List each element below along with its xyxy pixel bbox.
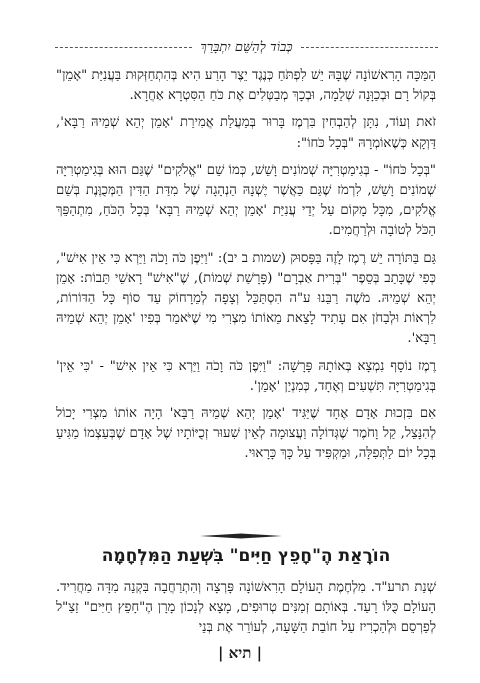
- main-text: [56, 66, 436, 472]
- paragraph: אִם בִּזְכוּת אָדָם אֶחָד שֶׁיַּגִּיד 'אָמֵן יְהֵא שְׁמֵיהּ רַבָּא' הָיָה אוֹתוֹ מִצְרִי יָכוֹל לְהִנָּצֵל, קַל וָחֹמֶר שֶׁגְּדוֹלָה וַעֲצוּמָה לְאֵין שִׁעוּר זְכֻיּוֹתָיו שֶׁל אָדָם שֶׁבְּעַצְמוֹ מַגִּיעַ בְּכָל יוֹם לַתְּפִלָּה, וּמַקְפִּיד עַל כָּךְ כָּרָאוּי.: [56, 406, 436, 462]
- paragraph: גַּם בַּתּוֹרָה יֵשׁ רֶמֶז לָזֶה בַּפָּסוּק (שמות ב יב): "וַיִּפֶן כֹּה וָכֹה וַיַּרְא כִּי אֵין אִישׁ", כְּפִי שֶׁכָּתַב בְּסֵפֶר "בְּרִית אַבְרָם" (פָּרָשַׁת שְׁמוֹת), שֶׁ"אִישׁ" רָאשֵׁי תֵּבוֹת: אָמֵן יְהֵא שְׁמֵיהּ. מֹשֶׁה רַבֵּנוּ ע"ה הִסְתַּכֵּל וְצָפָה לְמֵרָחוֹק עַד סוֹף כָּל הַדּוֹרוֹת, לִרְאוֹת וּלְבַחֹן אִם עָתִיד לָצֵאת מֵאוֹתוֹ מִצְרִי מִי שֶׁיֹּאמַר בְּפִיו 'אָמֵן יְהֵא שְׁמֵיהּ רַבָּא'.: [56, 250, 436, 347]
- running-header-title: כְּבוֹד לְהַשֵּׁם יִתְבָּרַךְ: [200, 40, 293, 55]
- page-number: | תיא |: [217, 644, 263, 662]
- paragraph: הַמַּכָּה הָרִאשׁוֹנָה שֶׁבָּהּ יֵשׁ לִפְתֹּחַ כְּנֶגֶד יֵצֶר הָרַע הִיא בְּהִתְחַזְּקוּת בַּעֲנִיַּת "אָמֵן" בְּקוֹל רָם וּבְכַוָּנָה שְׁלֵמָה, וּבְכָךְ מְבַטְּלִים אֶת כֹּחַ הַסִּטְרָא אַחֲרָא.: [56, 68, 436, 104]
- header-rule-right: [301, 47, 438, 48]
- paragraph: רֶמֶז נוֹסָף נִמְצָא בְּאוֹתָהּ פָּרָשָׁה: "וַיִּפֶן כֹּה וָכֹה וַיַּרְא כִּי אֵין אִישׁ" - 'כִּי אֵין' בְּגִימַטְרִיָּה תִּשְׁעִים וְאֶחָד, כְּמִנְיַן 'אָמֵן'.: [56, 358, 436, 394]
- running-header: [55, 36, 438, 58]
- section-divider-ornament: [200, 533, 282, 539]
- section-heading: הוֹרָאַת הֶ"חָפֵץ חַיִּים" בִּשְׁעַת הַמִּלְחָמָה: [101, 546, 391, 566]
- section-text: שְׁנַת תרע"ד. מִלְחֶמֶת הָעוֹלָם הָרִאשׁוֹנָה פָּרְצָה וְהִתְרַחֲבָה בִּקְנֵה מִדָּה מַחֲרִיד. הָעוֹלָם כֻּלּוֹ רָעַד. בְּאוֹתָם זְמַנִּים טְרוּפִים, מָצָא לְנָכוֹן מָרָן הֶ"חָפֵץ חַיִּים" זַצַ"ל לְפַרְסֵם וּלְהַכְרִיז עַל חוֹבַת הַשָּׁעָה, לְעוֹרֵר אֶת בְּנֵי: [56, 580, 436, 636]
- header-rule-left: [55, 47, 192, 48]
- paragraph: "בְּכָל כֹּחוֹ" - בְּגִימַטְרִיָּה שְׁמוֹנִים וָשֵׁשׁ, כְּמוֹ שֵׁם "אֱלֹקִים" שֶׁגַּם הוּא בְּגִימַטְרִיָּה שְׁמוֹנִים וָשֵׁשׁ, לִרְמֹז שֶׁגַּם כַּאֲשֶׁר יֶשְׁנָהּ הַנְהָגָה שֶׁל מִדַּת הַדִּין הַמְּכֻוֶּנֶת בְּשֵׁם אֱלֹקִים, מִכָּל מָקוֹם עַל יְדֵי עֲנִיַּת 'אָמֵן יְהֵא שְׁמֵיהּ רַבָּא' בְּכָל הַכֹּחַ, מִתְהַפֵּךְ הַכֹּל לְטוֹבָה וּלְרַחֲמִים.: [56, 162, 436, 239]
- paragraph: זֹאת וְעוֹד, נִתָּן לְהַבְחִין בִּרְמֶז בָּרוּר בְּמַעֲלַת אֲמִירַת 'אָמֵן יְהֵא שְׁמֵיהּ רַבָּא', דַּוְקָא כְּשֶׁאוֹמְרָהּ "בְּכָל כֹּחוֹ":: [56, 115, 436, 151]
